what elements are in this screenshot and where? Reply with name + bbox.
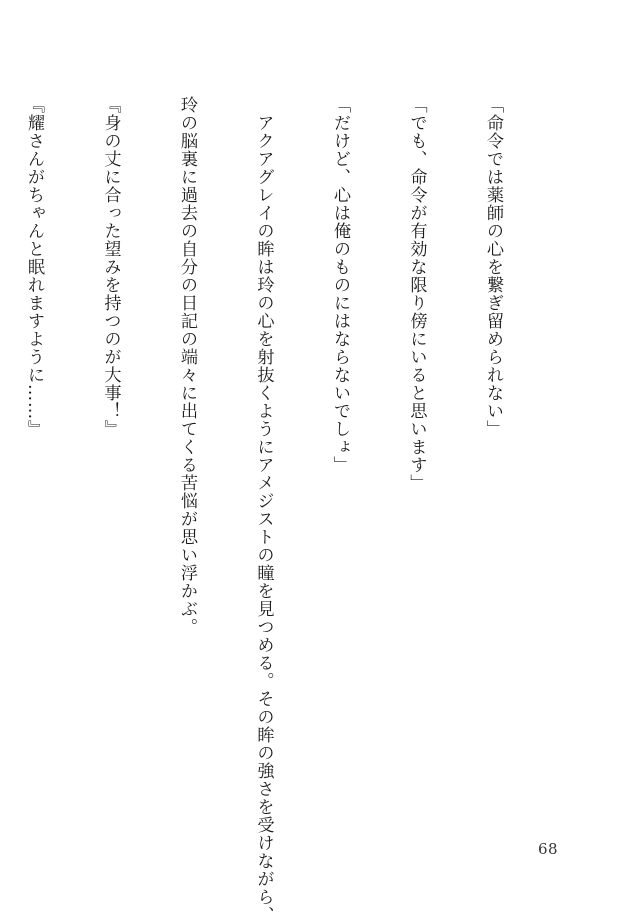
text-line: 『身の丈に合った望みを持つのが大事！』 <box>100 96 121 438</box>
text-line: 「命令では薬師の心を繋ぎ留められない」 <box>483 96 503 438</box>
text-line: 玲の脳裏に過去の自分の日記の端々に出てくる苦悩が思い浮かぶ。 <box>177 96 197 636</box>
text-line: 「でも、命令が有効な限り傍にいると思います」 <box>406 96 427 492</box>
text-line: 『耀さんがちゃんと眠れますように……』 <box>24 96 44 438</box>
text-line: 「だけど、心は俺のものにはならないでしょ」 <box>330 96 350 474</box>
text-line: アクアグレイの眸は玲の心を射抜くようにアメジストの瞳を見つめる。その眸の強さを受けながら、 <box>253 96 274 924</box>
page-number: 68 <box>538 840 559 858</box>
